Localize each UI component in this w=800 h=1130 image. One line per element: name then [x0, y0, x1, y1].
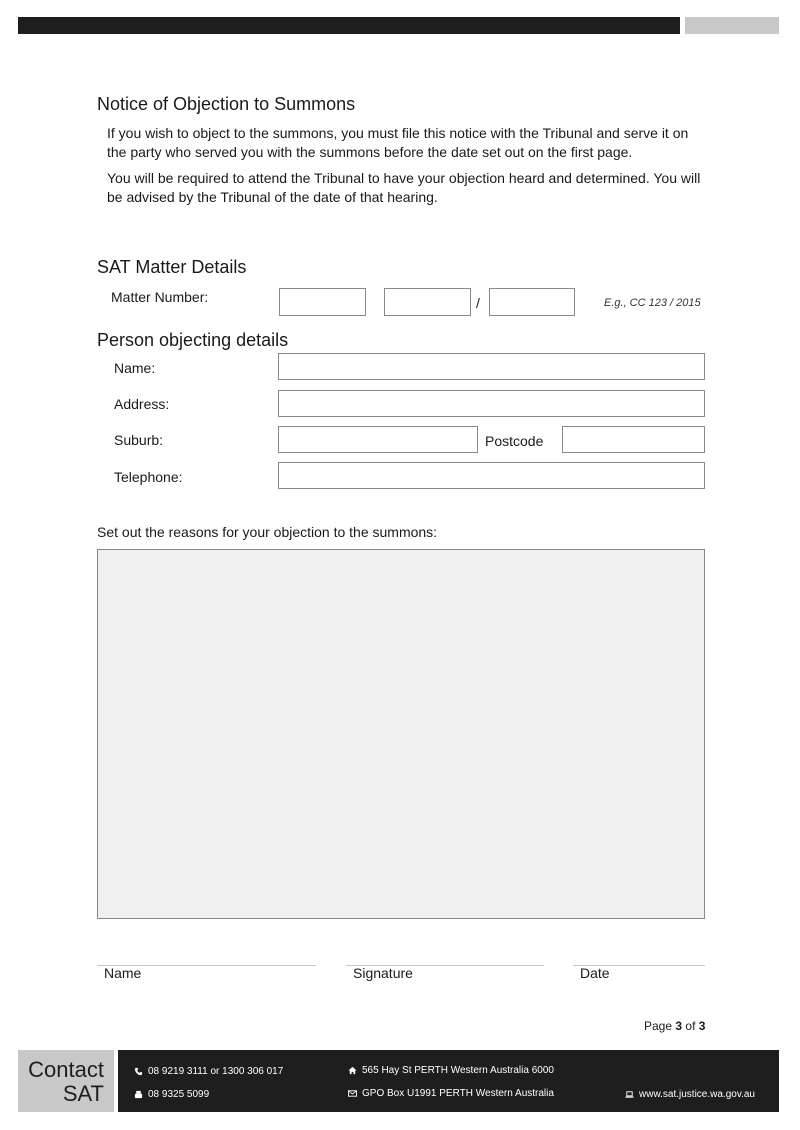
phone-text: 08 9219 3111 or 1300 306 017 [148, 1066, 284, 1077]
home-icon [348, 1066, 357, 1075]
suburb-label: Suburb: [114, 432, 164, 448]
contact-line1: Contact [28, 1057, 104, 1082]
telephone-label: Telephone: [114, 469, 183, 485]
footer-bar [118, 1050, 779, 1112]
person-details-heading: Person objecting details [97, 330, 289, 350]
matter-number-label: Matter Number: [111, 289, 209, 305]
page-title: Notice of Objection to Summons [97, 94, 356, 114]
matter-details-heading: SAT Matter Details [97, 257, 247, 277]
sign-name-label: Name [104, 965, 142, 981]
footer-fax [134, 1089, 209, 1100]
header-bar [18, 17, 680, 34]
matter-type-field[interactable] [279, 288, 366, 316]
intro-paragraph-2: You will be required to attend the Tribunal to have your objection heard and determined. You will be advised by the Tribunal of the date of that hearing. [107, 170, 701, 205]
postcode-label: Postcode [485, 433, 544, 449]
address-label: Address: [114, 396, 170, 412]
sign-date-label: Date [580, 965, 610, 981]
postal-text: GPO Box U1991 PERTH Western Australia [362, 1088, 554, 1099]
footer-postal [348, 1088, 554, 1099]
matter-year-field[interactable] [489, 288, 575, 316]
footer-phone [134, 1066, 283, 1077]
address-text: 565 Hay St PERTH Western Australia 6000 [362, 1065, 554, 1076]
name-field[interactable] [278, 353, 705, 380]
address-field[interactable] [278, 390, 705, 417]
page-prefix: Page [644, 1019, 673, 1033]
reasons-label: Set out the reasons for your objection to the summons: [97, 524, 438, 540]
page-total: 3 [698, 1019, 706, 1033]
page-current: 3 [675, 1019, 683, 1033]
telephone-field[interactable] [278, 462, 705, 489]
postcode-field[interactable] [562, 426, 705, 453]
matter-separator: / [476, 295, 480, 311]
fax-text: 08 9325 5099 [148, 1089, 210, 1100]
sign-signature-label: Signature [353, 965, 413, 981]
footer-address [348, 1065, 554, 1076]
mail-icon [348, 1089, 357, 1098]
matter-number-field[interactable] [384, 288, 471, 316]
reasons-textarea[interactable] [97, 549, 705, 919]
intro-paragraph-1: If you wish to object to the summons, you must file this notice with the Tribunal and serve it on the party who served you with the summons before the date set out on the first page. [107, 125, 689, 160]
matter-example: E.g., CC 123 / 2015 [604, 297, 701, 309]
suburb-field[interactable] [278, 426, 478, 453]
fax-icon [134, 1090, 143, 1099]
footer-website[interactable] [625, 1089, 755, 1100]
contact-line2: SAT [62, 1081, 104, 1106]
phone-icon [134, 1067, 143, 1076]
laptop-icon [625, 1090, 634, 1099]
name-label: Name: [114, 360, 156, 376]
page-number [644, 1019, 705, 1033]
contact-block [18, 1050, 114, 1112]
header-bar-accent [685, 17, 779, 34]
website-link[interactable]: www.sat.justice.wa.gov.au [639, 1089, 755, 1100]
page-of: of [685, 1019, 696, 1033]
